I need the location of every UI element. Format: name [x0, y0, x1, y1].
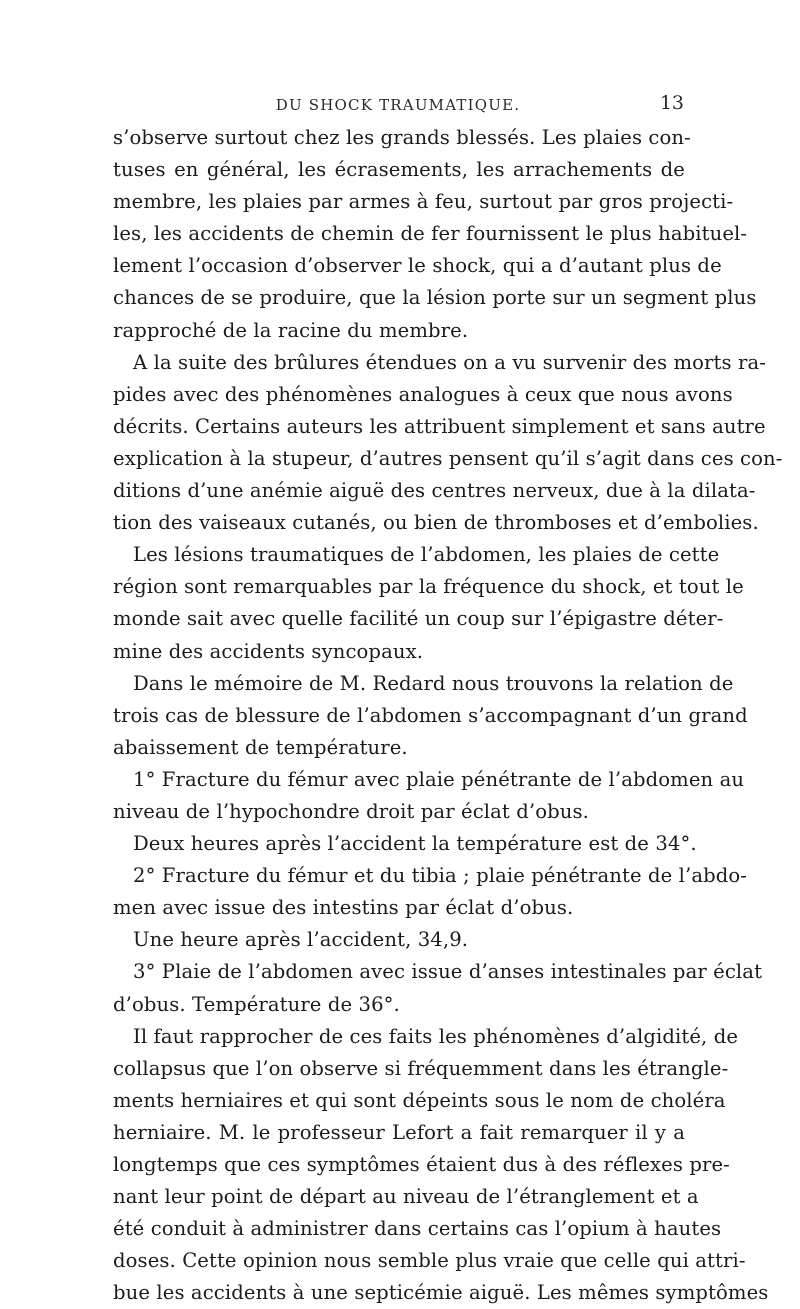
text-line: s’observe surtout chez les grands blessés. Les plaies con- [113, 126, 691, 149]
text-line: décrits. Certains auteurs les attribuent simplement et sans autre [113, 414, 766, 438]
text-line: 1° Fracture du fémur avec plaie pénétrante de l’abdomen au [133, 767, 745, 791]
text-line: trois cas de blessure de l’abdomen s’accompagnant d’un grand [113, 703, 748, 727]
text-line: 3° Plaie de l’abdomen avec issue d’anses intestinales par éclat [133, 960, 763, 984]
text-line: bue les accidents à une septicémie aiguë. Les mêmes symptômes [113, 1281, 769, 1305]
text-line: Deux heures après l’accident la température est de 34°. [133, 832, 697, 856]
text-line: membre, les plaies par armes à feu, surtout par gros projecti- [113, 190, 734, 214]
text-line: pides avec des phénomènes analogues à ceux que nous avons [113, 382, 733, 406]
text-line: longtemps que ces symptômes étaient dus à des réflexes pre- [113, 1153, 730, 1176]
text-line: men avec issue des intestins par éclat d’obus. [113, 896, 574, 920]
text-line: été conduit à administrer dans certains cas l’opium à hautes [113, 1217, 722, 1241]
text-line: région sont remarquables par la fréquence du shock, et tout le [113, 575, 744, 599]
text-line: les, les accidents de chemin de fer fournissent le plus habituel- [113, 222, 748, 246]
text-line: explication à la stupeur, d’autres pensent qu’il s’agit dans ces con- [113, 446, 783, 470]
text-line: lement l’occasion d’observer le shock, qui a d’autant plus de [113, 254, 722, 278]
text-line: doses. Cette opinion nous semble plus vraie que celle qui attri- [113, 1249, 746, 1273]
page-number: 13 [659, 92, 684, 114]
text-line: mine des accidents syncopaux. [113, 639, 424, 663]
text-line: 2° Fracture du fémur et du tibia ; plaie pénétrante de l’abdo- [133, 864, 748, 888]
text-line: tuses en général, les écrasements, les arrachements de [113, 158, 685, 182]
text-line: monde sait avec quelle facilité un coup sur l’épigastre déter- [113, 607, 724, 631]
text-line: herniaire. M. le professeur Lefort a fait remarquer il y a [113, 1120, 685, 1144]
text-line: Il faut rapprocher de ces faits les phénomènes d’algidité, de [133, 1024, 739, 1048]
text-line: collapsus que l’on observe si fréquemment dans les étrangle- [113, 1056, 729, 1080]
body-text [113, 122, 783, 1309]
text-line: Une heure après l’accident, 34,9. [133, 928, 469, 952]
text-line: chances de se produire, que la lésion porte sur un segment plus [113, 286, 757, 310]
text-line: A la suite des brûlures étendues on a vu survenir des morts ra- [133, 350, 766, 374]
text-line: tion des vaiseaux cutanés, ou bien de thromboses et d’embolies. [113, 511, 759, 535]
text-line: Dans le mémoire de M. Redard nous trouvons la relation de [133, 671, 734, 695]
text-line: nant leur point de départ au niveau de l’étranglement et a [113, 1185, 699, 1209]
running-title: DU SHOCK TRAUMATIQUE. [275, 96, 521, 114]
text-line: Les lésions traumatiques de l’abdomen, les plaies de cette [133, 543, 720, 567]
text-line: niveau de l’hypochondre droit par éclat d’obus. [113, 799, 589, 823]
text-line: d’obus. Température de 36°. [113, 992, 400, 1016]
text-line: ments herniaires et qui sont dépeints sous le nom de choléra [113, 1088, 726, 1112]
text-line: ditions d’une anémie aiguë des centres nerveux, due à la dilata- [113, 479, 756, 503]
text-line: rapproché de la racine du membre. [113, 318, 469, 342]
running-header [112, 90, 684, 120]
text-line: abaissement de température. [113, 735, 408, 759]
